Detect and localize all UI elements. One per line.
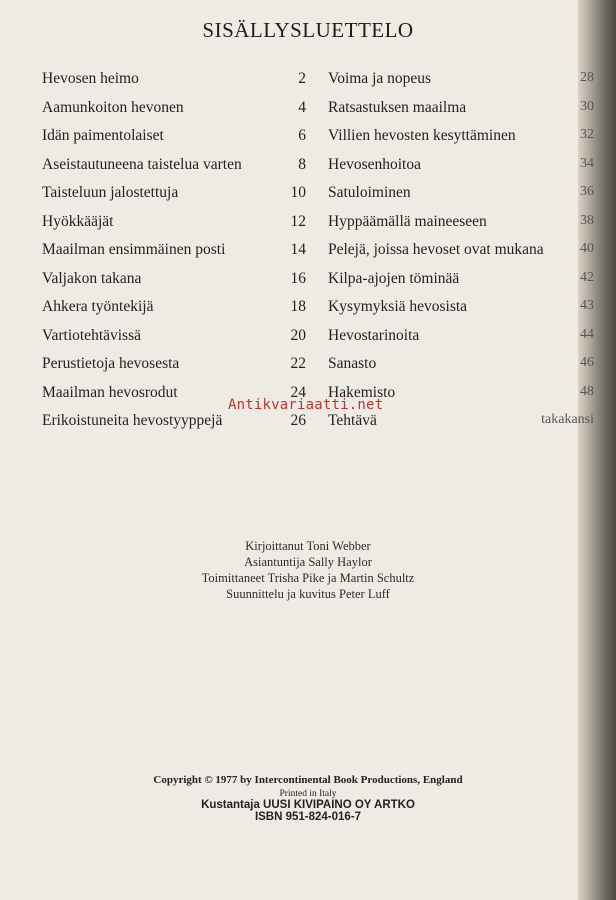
toc-entry-title: Valjakon takana: [42, 269, 142, 287]
toc-entry: [328, 98, 594, 128]
toc-entry-title: Erikoistuneita hevostyyppejä: [42, 412, 223, 429]
toc-entry: [328, 355, 594, 384]
toc-entry: [42, 241, 306, 270]
toc-entry-page: 26: [290, 412, 306, 429]
toc-right-column: [328, 70, 594, 441]
toc-entry: [328, 412, 594, 441]
toc-entry-title: Taisteluun jalostettuja: [42, 184, 179, 201]
toc-entry-page: 34: [580, 155, 594, 171]
toc-entry-page: takakansi: [541, 412, 594, 427]
toc-entry-page: 20: [290, 326, 306, 344]
toc-entry: [328, 184, 594, 213]
toc-entry: [328, 241, 594, 270]
toc-entry: [328, 155, 594, 185]
toc-left-column: [42, 70, 306, 441]
toc-entry-title: Maailman hevosrodut: [42, 383, 178, 401]
toc-entry-page: 16: [290, 269, 306, 287]
toc-entry-page: 12: [290, 212, 306, 230]
toc-entry-title: Sanasto: [328, 355, 377, 372]
toc-entry-title: Hakemisto: [328, 383, 396, 401]
toc-entry-title: Hyökkääjät: [42, 212, 114, 230]
copyright-block: [0, 774, 616, 823]
toc-entry-title: Aseistautuneena taistelua varten: [42, 155, 242, 173]
toc-entry-page: 42: [580, 269, 594, 285]
toc-entry: [328, 298, 594, 327]
toc-entry-page: 4: [298, 98, 306, 116]
toc-entry: [42, 184, 306, 213]
toc-entry-title: Perustietoja hevosesta: [42, 355, 180, 372]
toc-entry-title: Kysymyksiä hevosista: [328, 298, 468, 315]
toc-entry-page: 43: [580, 298, 594, 313]
toc-entry-page: 38: [580, 212, 594, 228]
toc-entry-title: Hevosen heimo: [42, 70, 139, 87]
toc-entry: [42, 355, 306, 384]
toc-entry-page: 46: [580, 355, 594, 370]
toc-entry: [328, 326, 594, 356]
toc-entry-title: Hevostarinoita: [328, 326, 420, 344]
credit-line: Suunnittelu ja kuvitus Peter Luff: [226, 587, 390, 601]
toc-entry-page: 48: [580, 383, 594, 399]
toc-entry-page: 18: [290, 298, 306, 315]
toc-entry-page: 32: [580, 127, 594, 142]
toc-entry-title: Pelejä, joissa hevoset ovat mukana: [328, 241, 544, 258]
toc-entry-page: 14: [290, 241, 306, 258]
toc-entry-page: 24: [290, 383, 306, 401]
toc-entry-title: Tehtävä: [328, 412, 377, 429]
toc-entry-title: Voima ja nopeus: [328, 70, 432, 87]
toc-entry-page: 28: [580, 70, 594, 85]
toc-entry-title: Satuloiminen: [328, 184, 411, 201]
toc-entry: [42, 270, 306, 299]
toc-entry-title: Maailman ensimmäinen posti: [42, 241, 226, 258]
toc-entry: [42, 298, 306, 327]
credits: [0, 538, 616, 602]
copyright-line: Copyright © 1977 by Intercontinental Book Productions, England: [153, 774, 463, 786]
watermark: Antikvariaatti.net: [228, 397, 384, 413]
toc-entry: [42, 213, 306, 242]
printed-line: Printed in Italy: [279, 789, 337, 799]
toc-entry: [42, 156, 306, 185]
toc-entry: [42, 127, 306, 156]
toc-entry: [42, 412, 306, 441]
toc-entry: [328, 269, 594, 299]
toc-entry-page: 40: [580, 241, 594, 256]
toc-entry-page: 8: [298, 155, 306, 173]
toc-entry-page: 36: [580, 184, 594, 199]
toc-entry: [42, 70, 306, 99]
toc-entry-title: Ahkera työntekijä: [42, 298, 154, 315]
toc-entry-title: Vartiotehtävissä: [42, 326, 142, 344]
toc-entry-page: 44: [580, 326, 594, 342]
toc-entry-title: Hevosenhoitoa: [328, 155, 421, 173]
toc-entry-title: Ratsastuksen maailma: [328, 98, 467, 116]
credit-line: Kirjoittanut Toni Webber: [245, 539, 371, 553]
publisher-line: Kustantaja UUSI KIVIPAINO OY ARTKO: [201, 799, 415, 811]
toc-entry: [42, 99, 306, 128]
toc-entry-page: 2: [298, 70, 306, 87]
toc-entry-page: 6: [298, 127, 306, 144]
toc-entry: [328, 70, 594, 99]
toc-entry-title: Aamunkoiton hevonen: [42, 98, 184, 116]
toc-entry-title: Idän paimentolaiset: [42, 127, 164, 144]
isbn-line: ISBN 951-824-016-7: [254, 811, 362, 823]
credit-line: Asiantuntija Sally Haylor: [244, 555, 372, 569]
toc-entry-title: Villien hevosten kesyttäminen: [328, 127, 516, 144]
toc-entry-title: Kilpa-ajojen töminää: [328, 269, 460, 287]
toc-entry-page: 30: [580, 98, 594, 114]
toc-entry: [328, 212, 594, 242]
page-title: SISÄLLYSLUETTELO: [202, 18, 414, 42]
toc-entry-page: 10: [290, 184, 306, 201]
toc-entry-title: Hyppäämällä maineeseen: [328, 212, 487, 230]
credit-line: Toimittaneet Trisha Pike ja Martin Schultz: [201, 571, 415, 585]
toc-entry: [328, 127, 594, 156]
toc-entry-page: 22: [290, 355, 306, 372]
toc-entry: [42, 327, 306, 356]
